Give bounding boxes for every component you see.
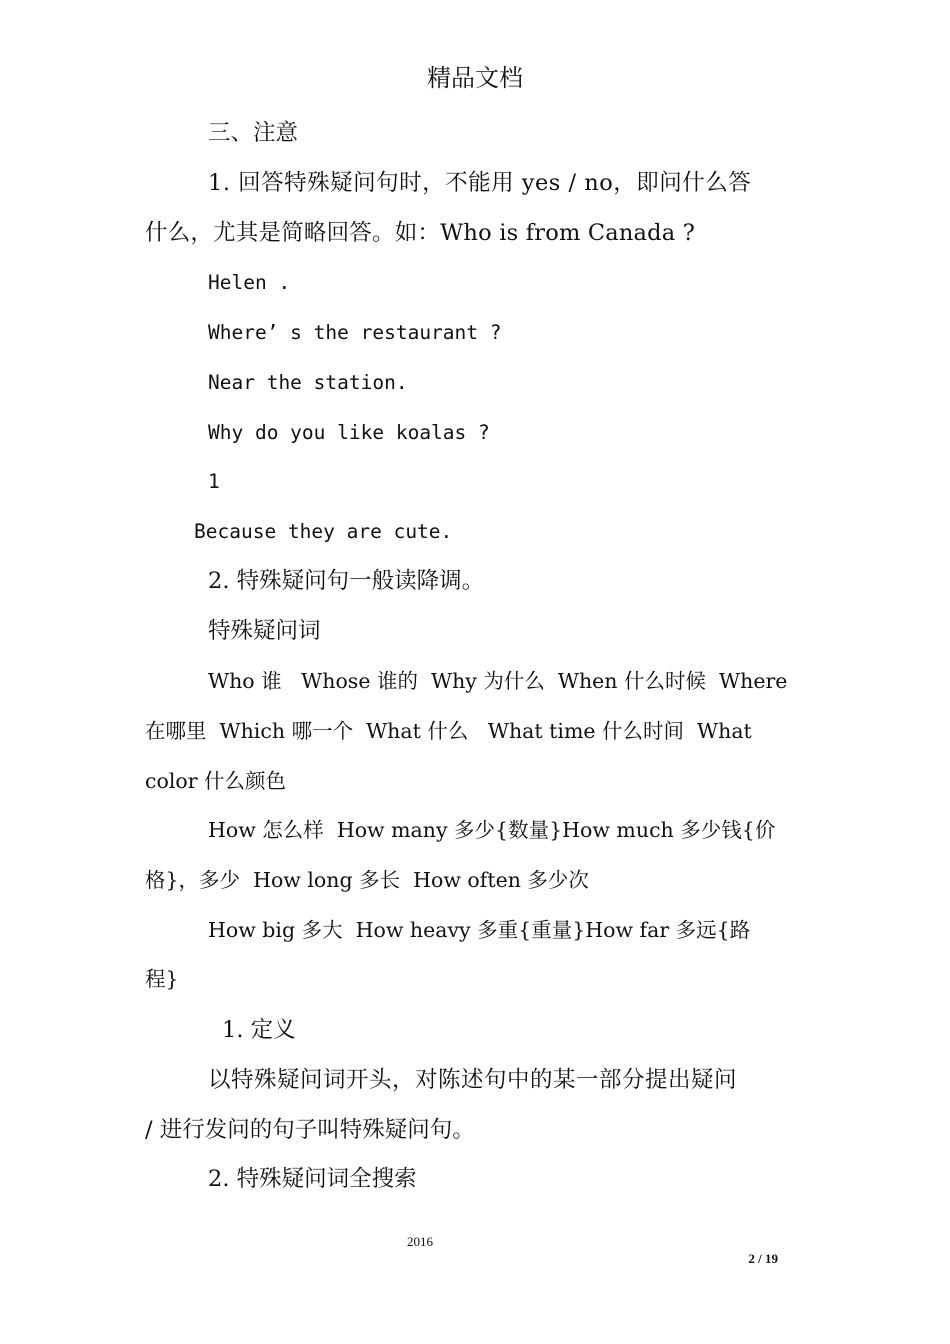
paragraph-line: 以特殊疑问词开头，对陈述句中的某一部分提出疑问 [208, 1067, 738, 1093]
paragraph-line: 2. 特殊疑问句一般读降调。 [208, 568, 485, 594]
example-answer: Near the station. [208, 371, 408, 394]
subheading: 特殊疑问词 [208, 618, 321, 644]
page-number: 2 / 19 [748, 1251, 778, 1266]
word-list-line: 程} [145, 967, 179, 991]
word-list-line: 格}，多少 How long 多长 How often 多少次 [145, 868, 589, 892]
example-question: Why do you like koalas ? [208, 421, 490, 444]
example-question: Where’ s the restaurant ? [208, 321, 502, 344]
section-heading: 1. 定义 [222, 1017, 296, 1043]
section-heading: 三、注意 [208, 120, 299, 146]
example-number: 1 [208, 470, 220, 493]
paragraph-line: 1. 回答特殊疑问句时，不能用 yes / no，即问什么答 [208, 170, 752, 196]
word-list-line: 在哪里 Which 哪一个 What 什么 What time 什么时间 What [145, 719, 752, 743]
paragraph-line: / 进行发问的句子叫特殊疑问句。 [145, 1117, 475, 1143]
word-list-line: How big 多大 How heavy 多重{重量}How far 多远{路 [208, 918, 751, 942]
footer-year: 2016 [407, 1234, 433, 1249]
page-header-title: 精品文档 [427, 64, 523, 92]
paragraph-line: 什么，尤其是简略回答。如：Who is from Canada ? [145, 220, 695, 246]
word-list-line: Who 谁 Whose 谁的 Why 为什么 When 什么时候 Where [208, 669, 788, 693]
section-heading: 2. 特殊疑问词全搜索 [208, 1166, 417, 1192]
word-list-line: color 什么颜色 [145, 769, 287, 793]
example-answer: Helen . [208, 271, 291, 294]
word-list-line: How 怎么样 How many 多少{数量}How much 多少钱{价 [208, 818, 776, 842]
example-answer: Because they are cute. [194, 520, 453, 543]
